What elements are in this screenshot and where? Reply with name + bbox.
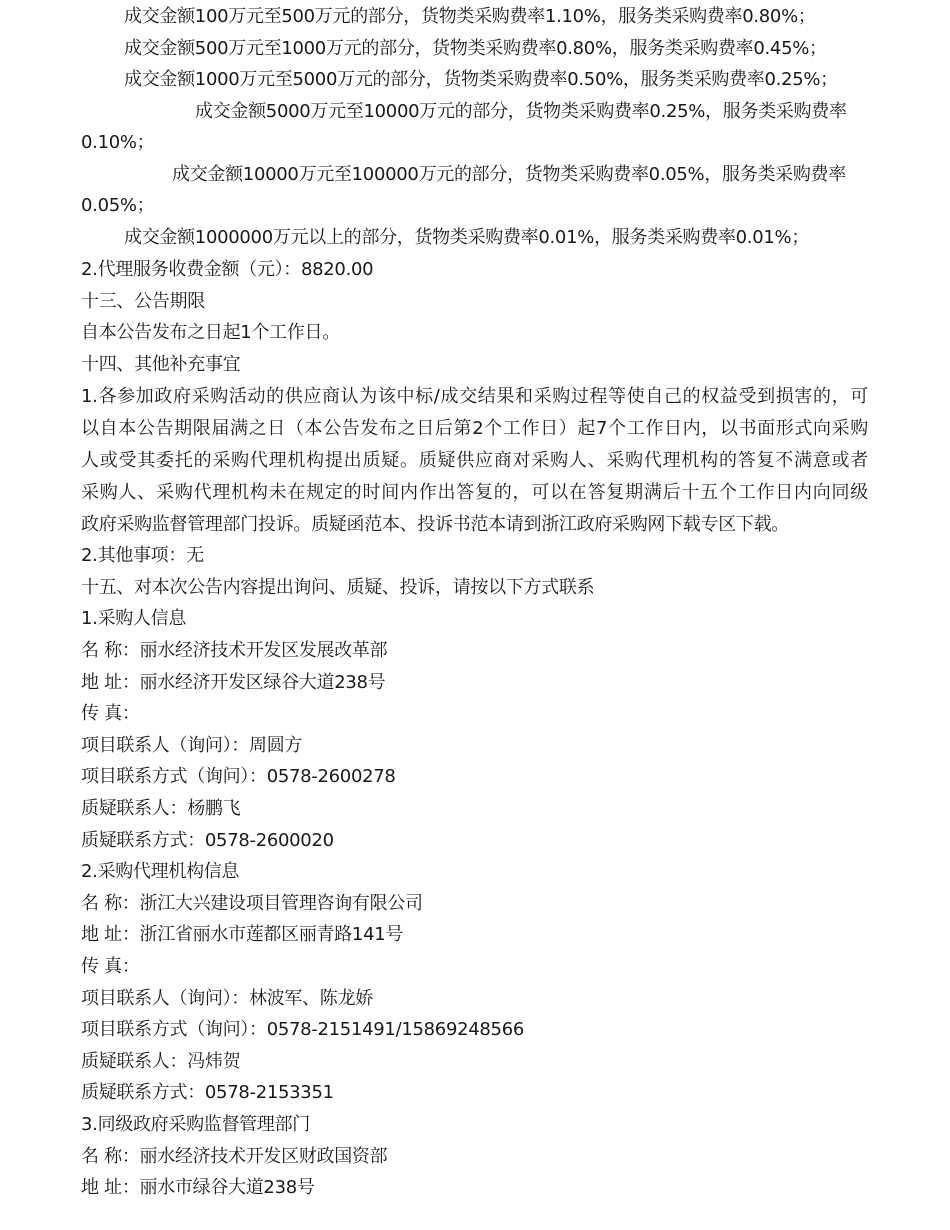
fee-rate-line: 成交金额100万元至500万元的部分，货物类采购费率1.10%，服务类采购费率0.80%； — [124, 6, 816, 27]
section-13-text: 自本公告发布之日起1个工作日。 — [81, 322, 340, 343]
fee-rate-line-continued: 0.10%； — [81, 132, 155, 153]
section-14-paragraph-line: 1.各参加政府采购活动的供应商认为该中标/成交结果和采购过程等使自己的权益受到损害的，可 — [81, 386, 868, 407]
fee-rate-line: 成交金额5000万元至10000万元的部分，货物类采购费率0.25%，服务类采购费率 — [195, 101, 847, 122]
purchaser-heading: 1.采购人信息 — [81, 608, 187, 629]
section-13-title: 十三、公告期限 — [81, 291, 205, 312]
fee-amount: 2.代理服务收费金额（元）：8820.00 — [81, 259, 374, 280]
section-15-title: 十五、对本次公告内容提出询问、质疑、投诉，请按以下方式联系 — [81, 577, 595, 598]
agency-challenge-contact: 质疑联系人：冯炜贺 — [81, 1051, 241, 1072]
purchaser-challenge-phone: 质疑联系方式：0578-2600020 — [81, 830, 334, 851]
fee-rate-line-continued: 0.05%； — [81, 195, 155, 216]
agency-address: 地 址：浙江省丽水市莲都区丽青路141号 — [81, 924, 404, 945]
fee-rate-line: 成交金额1000万元至5000万元的部分，货物类采购费率0.50%，服务类采购费率0.25%； — [124, 69, 838, 90]
purchaser-inquiry-contact: 项目联系人（询问）：周圆方 — [81, 735, 303, 756]
section-14-other: 2.其他事项：无 — [81, 545, 204, 566]
purchaser-address: 地 址：丽水经济开发区绿谷大道238号 — [81, 672, 386, 693]
section-14-paragraph-line: 政府采购监督管理部门投诉。质疑函范本、投诉书范本请到浙江政府采购网下载专区下载。 — [81, 514, 789, 535]
fee-rate-line: 成交金额500万元至1000万元的部分，货物类采购费率0.80%，服务类采购费率0.45%； — [124, 38, 827, 59]
agency-inquiry-phone: 项目联系方式（询问）：0578-2151491/15869248566 — [81, 1019, 525, 1040]
purchaser-challenge-contact: 质疑联系人：杨鹏飞 — [81, 798, 241, 819]
section-14-paragraph-line: 采购人、采购代理机构未在规定的时间内作出答复的，可以在答复期满后十五个工作日内向同级 — [81, 482, 868, 503]
supervisor-name: 名 称：丽水经济技术开发区财政国资部 — [81, 1146, 388, 1167]
agency-fax: 传 真： — [81, 956, 140, 977]
supervisor-heading: 3.同级政府采购监督管理部门 — [81, 1114, 310, 1135]
fee-rate-line: 成交金额10000万元至100000万元的部分，货物类采购费率0.05%，服务类采购费率 — [172, 164, 846, 185]
purchaser-fax: 传 真： — [81, 703, 140, 724]
section-14-title: 十四、其他补充事宜 — [81, 354, 241, 375]
agency-challenge-phone: 质疑联系方式：0578-2153351 — [81, 1082, 334, 1103]
section-14-paragraph-line: 以自本公告期限届满之日（本公告发布之日后第2个工作日）起7个工作日内，以书面形式向采购 — [81, 418, 868, 439]
section-14-paragraph-line: 人或受其委托的采购代理机构提出质疑。质疑供应商对采购人、采购代理机构的答复不满意或者 — [81, 450, 868, 471]
purchaser-inquiry-phone: 项目联系方式（询问）：0578-2600278 — [81, 766, 396, 787]
agency-heading: 2.采购代理机构信息 — [81, 861, 240, 882]
agency-name: 名 称：浙江大兴建设项目管理咨询有限公司 — [81, 893, 423, 914]
fee-rate-line: 成交金额1000000万元以上的部分，货物类采购费率0.01%，服务类采购费率0.01%； — [124, 227, 810, 248]
supervisor-address: 地 址：丽水市绿谷大道238号 — [81, 1177, 315, 1198]
agency-inquiry-contact: 项目联系人（询问）：林波军、陈龙娇 — [81, 988, 373, 1009]
purchaser-name: 名 称：丽水经济技术开发区发展改革部 — [81, 640, 388, 661]
